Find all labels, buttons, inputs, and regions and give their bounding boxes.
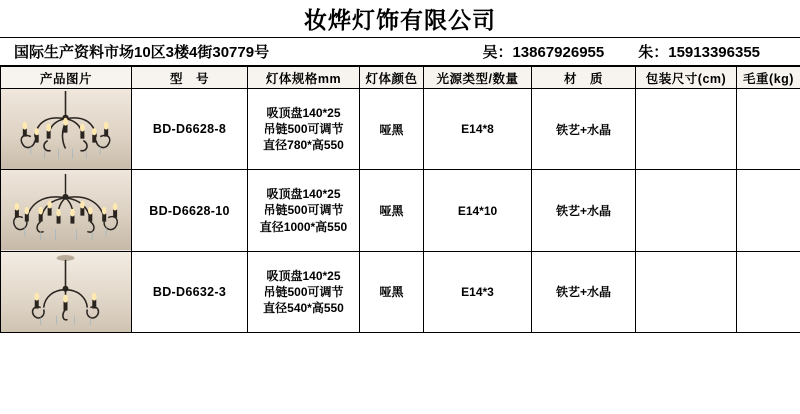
product-package-size	[636, 170, 737, 251]
company-address: 国际生产资料市场10区3楼4街30779号	[14, 44, 270, 61]
company-title-row	[0, 0, 800, 38]
product-weight	[737, 170, 800, 251]
product-spec-line3: 直径780*高550	[263, 138, 344, 153]
product-weight	[737, 251, 800, 332]
company-contact-row	[0, 38, 800, 66]
product-spec-line1: 吸顶盘140*25	[266, 187, 341, 202]
page-title: 妆烨灯饰有限公司	[304, 7, 496, 33]
product-spec-line2: 吊链500可调节	[263, 284, 344, 299]
product-lamp-type: E14*8	[424, 89, 532, 170]
product-color: 哑黑	[360, 170, 424, 251]
product-package-size	[636, 89, 737, 170]
col-header-color: 灯体颜色	[360, 67, 424, 89]
table-row	[1, 89, 800, 170]
col-header-weight: 毛重(kg)	[737, 67, 800, 89]
product-spec	[248, 251, 360, 332]
product-model: BD-D6632-3	[132, 251, 248, 332]
chandelier-3-arm-crystal-icon	[1, 252, 131, 332]
col-header-model: 型 号	[132, 67, 248, 89]
product-image-cell	[1, 251, 132, 332]
table-row	[1, 251, 800, 332]
product-spec-line2: 吊链500可调节	[263, 203, 344, 218]
product-color: 哑黑	[360, 89, 424, 170]
col-header-image: 产品图片	[1, 67, 132, 89]
contact-zhu	[638, 41, 760, 62]
table-row	[1, 170, 800, 251]
product-spec-line1: 吸顶盘140*25	[266, 105, 341, 120]
product-spec	[248, 170, 360, 251]
contact-wu	[482, 41, 604, 62]
product-table	[0, 66, 800, 333]
col-header-package-size: 包装尺寸(cm)	[636, 67, 737, 89]
contact-wu-label: 吴：	[482, 44, 513, 61]
col-header-material: 材 质	[532, 67, 636, 89]
product-weight	[737, 89, 800, 170]
product-lamp-type: E14*3	[424, 251, 532, 332]
contact-wu-phone: 13867926955	[512, 44, 605, 61]
product-color: 哑黑	[360, 251, 424, 332]
product-spec-line3: 直径1000*高550	[259, 219, 348, 234]
product-package-size	[636, 251, 737, 332]
contact-zhu-label: 朱：	[638, 44, 669, 61]
col-header-spec: 灯体规格mm	[248, 67, 360, 89]
col-header-lamp-type: 光源类型/数量	[424, 67, 532, 89]
product-spec-line2: 吊链500可调节	[263, 122, 344, 137]
product-image-cell	[1, 170, 132, 251]
product-material: 铁艺+水晶	[532, 89, 636, 170]
chandelier-6-arm-crystal-icon	[1, 89, 131, 169]
table-header-row	[1, 67, 800, 89]
product-spec-line3: 直径540*高550	[263, 301, 344, 316]
product-material: 铁艺+水晶	[532, 251, 636, 332]
product-image-cell	[1, 89, 132, 170]
contact-zhu-phone: 15913396355	[668, 44, 760, 61]
product-model: BD-D6628-10	[132, 170, 248, 251]
product-model: BD-D6628-8	[132, 89, 248, 170]
chandelier-10-arm-crystal-icon	[1, 170, 131, 250]
product-spec-line1: 吸顶盘140*25	[266, 268, 341, 283]
product-spec	[248, 89, 360, 170]
product-material: 铁艺+水晶	[532, 170, 636, 251]
contact-list	[269, 41, 786, 62]
product-lamp-type: E14*10	[424, 170, 532, 251]
